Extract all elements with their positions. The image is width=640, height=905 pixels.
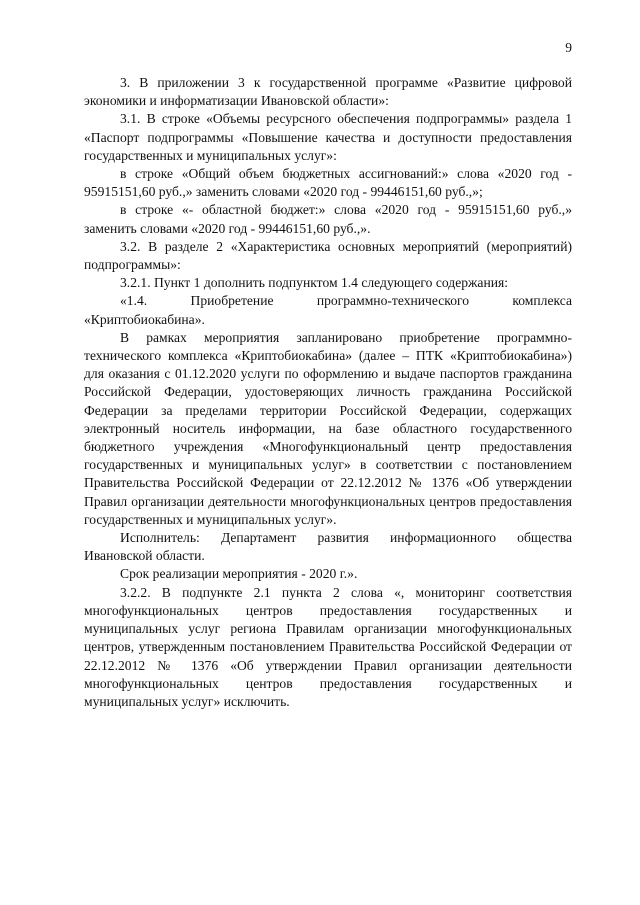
paragraph-measure-description: В рамках мероприятия запланировано приобретение программно-технического комплекса «Криптобиокабина» (далее – ПТК «Криптобиокабина») для оказания с 01.12.2020 услуги по оформлению и выдаче паспортов гражданина Российской Федерации, удостоверяющих личность гражданина Российской Федерации за пределами территории Российской Федерации, содержащих электронный носитель информации, на базе областного государственного бюджетного учреждения «Многофункциональный центр предоставления государственных и муниципальных услуг» в соответствии с постановлением Правительства Российской Федерации от 22.12.2012 № 1376 «Об утверждении Правил организации деятельности многофункциональных центров предоставления государственных и муниципальных услуг».	[84, 329, 572, 527]
page-number: 9	[565, 40, 572, 55]
paragraph-3-2-2: 3.2.2. В подпункте 2.1 пункта 2 слова «, мониторинг соответствия многофункциональных центров предоставления государственных и муниципальных услуг региона Правилам организации многофункциональных центров, утвержденным постановлением Правительства Российской Федерации от 22.12.2012 № 1376 «Об утверждении Правил организации деятельности многофункциональных центров предоставления государственных и муниципальных услуг» исключить.	[84, 584, 572, 709]
paragraph-1-4: «1.4. Приобретение программно-технического комплекса «Криптобиокабина».	[84, 293, 572, 327]
paragraph-3-2-1: 3.2.1. Пункт 1 дополнить подпунктом 1.4 следующего содержания:	[120, 275, 509, 291]
paragraph-executor: Исполнитель: Департамент развития информационного общества Ивановской области.	[84, 530, 572, 564]
paragraph-3-2: 3.2. В разделе 2 «Характеристика основных мероприятий (мероприятий) подпрограммы»:	[84, 238, 572, 273]
paragraph-regional-budget: в строке «- областной бюджет:» слова «2020 год - 95915151,60 руб.,» заменить словами «2020 год - 99446151,60 руб.,».	[84, 202, 572, 236]
paragraph-total-allocations: в строке «Общий объем бюджетных ассигнований:» слова «2020 год - 95915151,60 руб.,» заменить словами «2020 год - 99446151,60 руб.,»;	[84, 166, 572, 200]
document-body	[84, 74, 572, 711]
paragraph-3-1: 3.1. В строке «Объемы ресурсного обеспечения подпрограммы» раздела 1 «Паспорт подпрограммы «Повышение качества и доступности предоставления государственных и муниципальных услуг»:	[84, 111, 572, 163]
paragraph-deadline: Срок реализации мероприятия - 2020 г.».	[120, 566, 358, 582]
paragraph-3: 3. В приложении 3 к государственной программе «Развитие цифровой экономики и информатизации Ивановской области»:	[84, 75, 572, 109]
